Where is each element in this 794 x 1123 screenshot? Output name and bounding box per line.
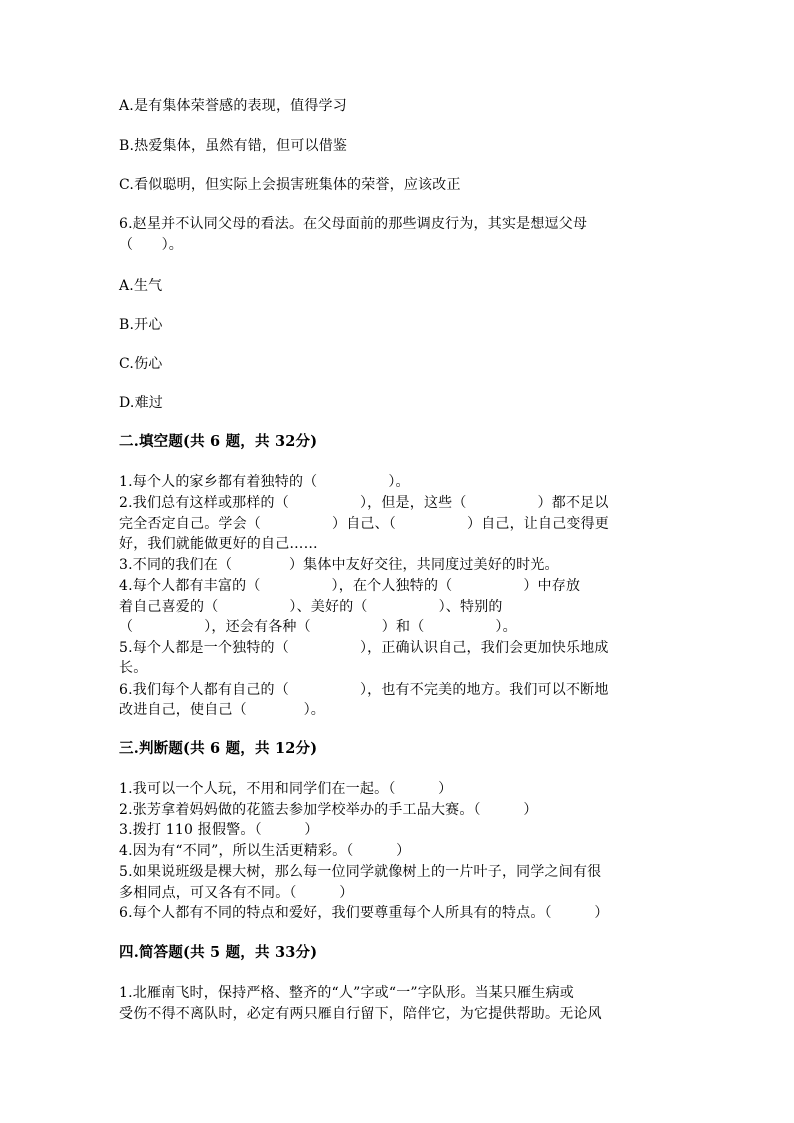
option-c-line: C.看似聪明，但实际上会损害班集体的荣誉，应该改正	[119, 177, 461, 193]
fill-in-question-line: 2.我们总有这样或那样的（ ），但是，这些（ ）都不足以	[119, 495, 609, 511]
option-c-line: C.伤心	[119, 356, 163, 372]
fill-in-question-line: 改进自己，使自己（ ）。	[119, 702, 325, 718]
question-6-line-2: （ ）。	[119, 237, 183, 253]
true-false-question-line: 5.如果说班级是棵大树，那么每一位同学就像树上的一片叶子，同学之间有很	[119, 864, 602, 880]
fill-in-question-line: 5.每个人都是一个独特的（ ），正确认识自己，我们会更加快乐地成	[119, 640, 609, 656]
section-heading-fill-in: 二.填空题(共 6 题，共 32分)	[119, 433, 318, 450]
option-d-line: D.难过	[119, 395, 163, 411]
true-false-question-line: 6.每个人都有不同的特点和爱好，我们要尊重每个人所具有的特点。（ ）	[119, 905, 609, 921]
true-false-question-line: 1.我可以一个人玩，不用和同学们在一起。（ ）	[119, 781, 453, 797]
fill-in-question-line: 好，我们就能做更好的自己……	[119, 536, 318, 552]
short-answer-question-line: 1.北雁南飞时，保持严格、整齐的“人”字或“一”字队形。当某只雁生病或	[119, 985, 574, 1001]
option-a-line: A.生气	[119, 278, 163, 294]
fill-in-question-line: 完全否定自己。学会（ ）自己、（ ）自己，让自己变得更	[119, 516, 609, 532]
option-b-line: B.开心	[119, 317, 163, 333]
true-false-question-line: 2.张芳拿着妈妈做的花篮去参加学校举办的手工品大赛。（ ）	[119, 802, 538, 818]
short-answer-question-line: 受伤不得不离队时，必定有两只雁自行留下，陪伴它，为它提供帮助。无论风	[119, 1006, 602, 1022]
fill-in-question-line: 4.每个人都有丰富的（ ），在个人独特的（ ）中存放	[119, 578, 581, 594]
true-false-question-line: 4.因为有“不同”，所以生活更精彩。（ ）	[119, 843, 411, 859]
fill-in-question-line: 3.不同的我们在（ ）集体中友好交往，共同度过美好的时光。	[119, 557, 559, 573]
option-a-line: A.是有集体荣誉感的表现，值得学习	[119, 98, 347, 114]
true-false-question-line: 多相同点，可又各有不同。（ ）	[119, 885, 354, 901]
option-b-line: B.热爱集体，虽然有错，但可以借鉴	[119, 138, 348, 154]
fill-in-question-line: 长。	[119, 660, 148, 676]
fill-in-question-line: 1.每个人的家乡都有着独特的（ ）。	[119, 474, 410, 490]
true-false-question-line: 3.拨打 110 报假警。（ ）	[119, 822, 319, 838]
fill-in-question-line: 6.我们每个人都有自己的（ ），也有不完美的地方。我们可以不断地	[119, 682, 609, 698]
question-6-line-1: 6.赵星并不认同父母的看法。在父母面前的那些调皮行为，其实是想逗父母	[119, 216, 588, 232]
fill-in-question-line: （ ），还会有各种（ ）和（ ）。	[119, 619, 517, 635]
fill-in-question-line: 着自己喜爱的（ ）、美好的（ ）、特别的	[119, 599, 503, 615]
section-heading-true-false: 三.判断题(共 6 题，共 12分)	[119, 740, 318, 757]
section-heading-short-answer: 四.简答题(共 5 题，共 33分)	[119, 944, 318, 961]
